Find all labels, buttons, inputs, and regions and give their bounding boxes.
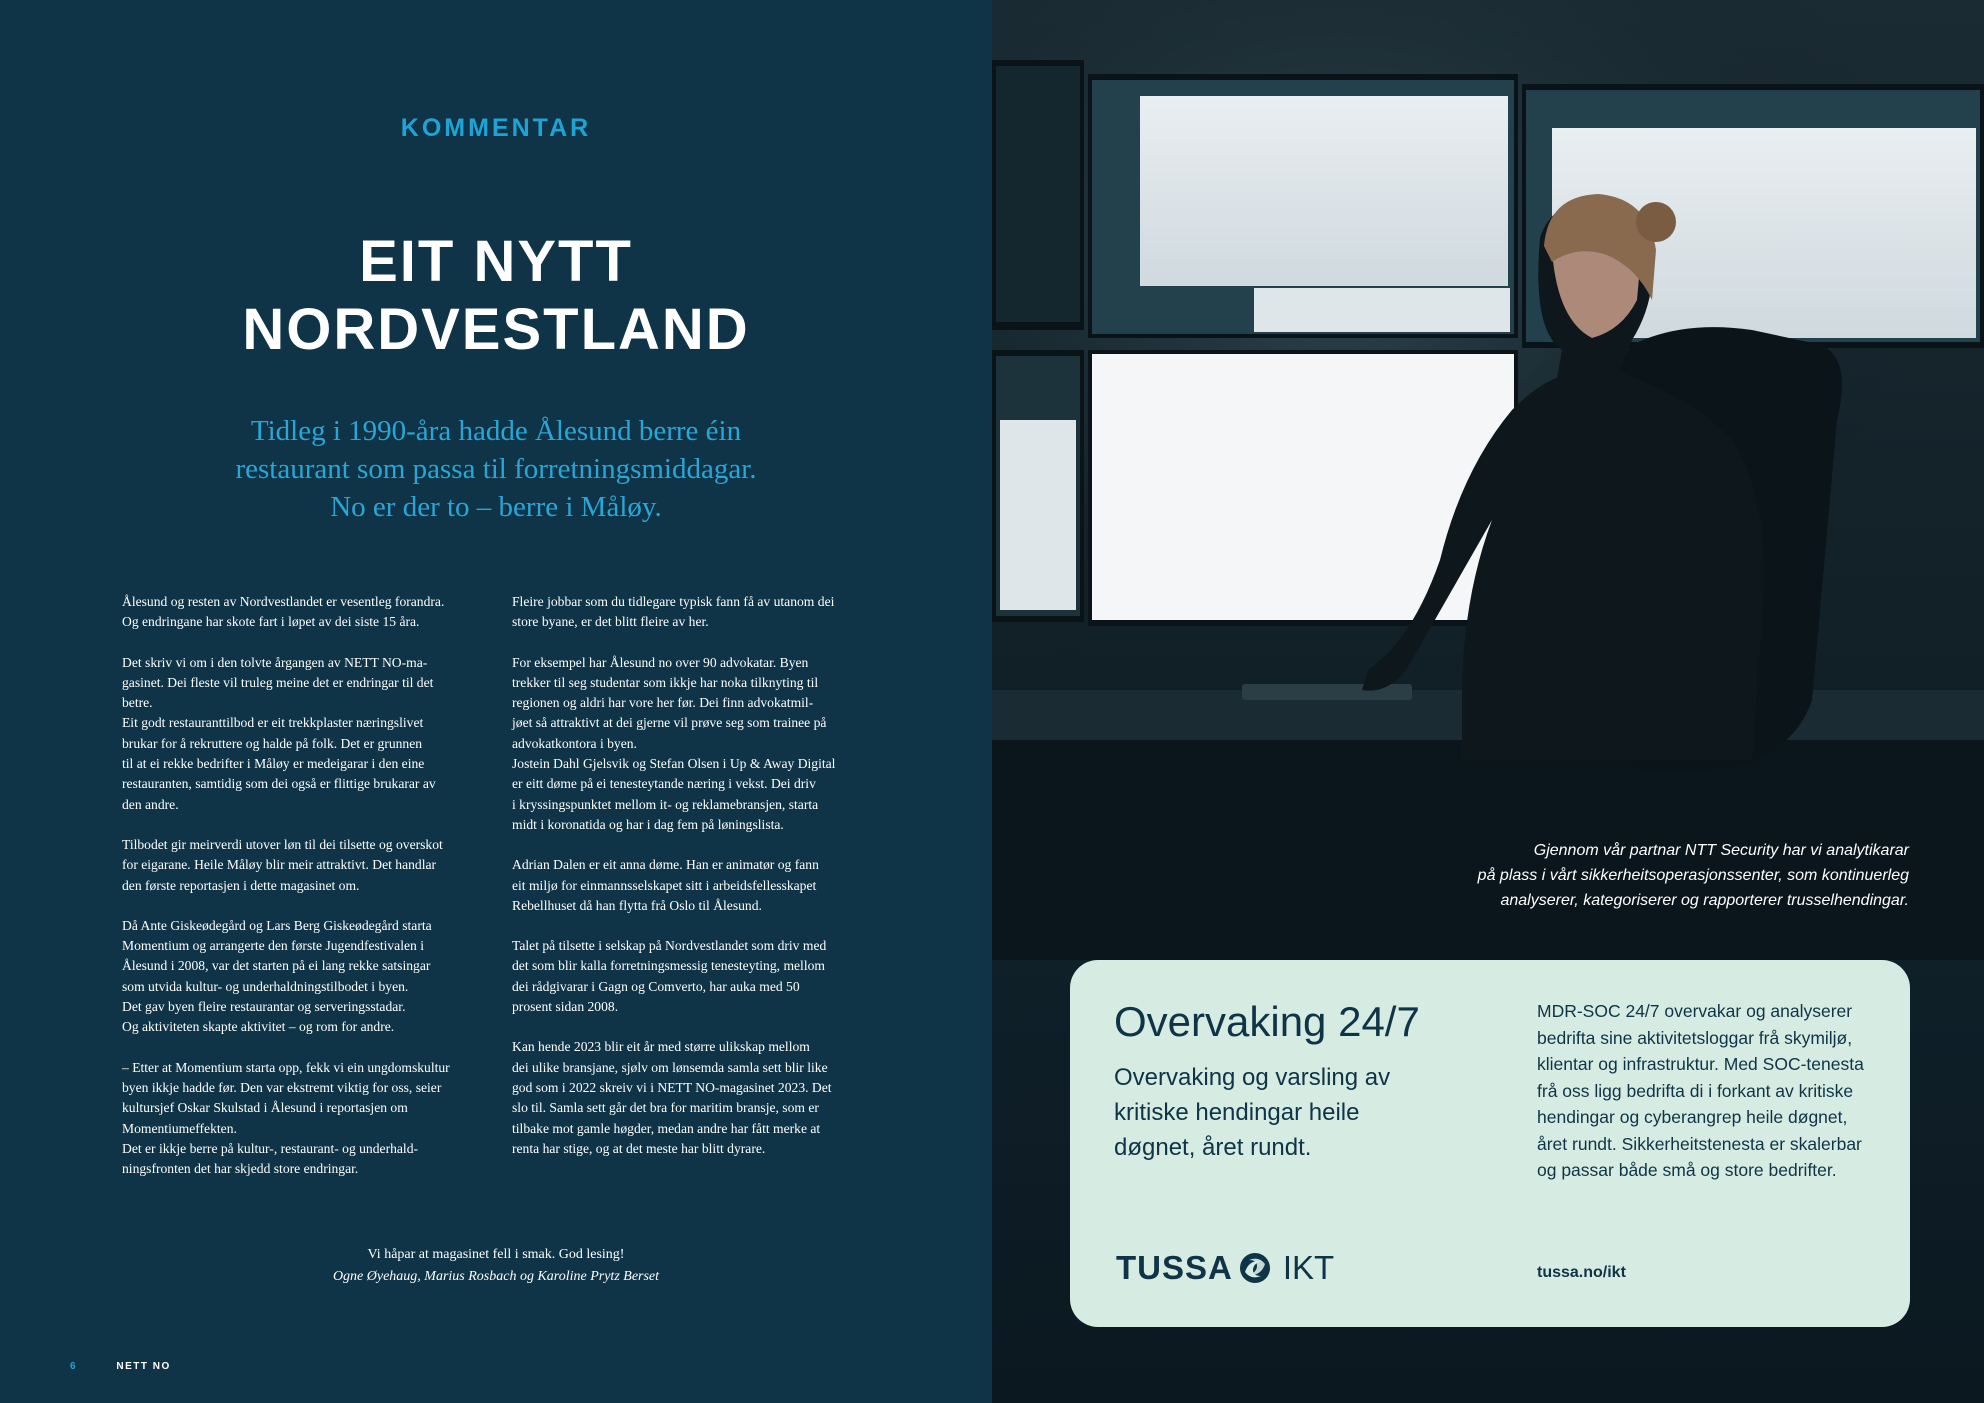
page-folio xyxy=(70,1361,171,1372)
paragraph-line: advokatkontora i byen. xyxy=(512,735,637,751)
paragraph-line: Det gav byen fleire restaurantar og serveringsstadar. xyxy=(122,999,406,1015)
tussa-swirl-icon xyxy=(1239,1252,1271,1284)
ad-body-line: MDR-SOC 24/7 overvakar og analyserer xyxy=(1537,1001,1853,1021)
paragraph-line: den andre. xyxy=(122,796,179,812)
headline-line: EIT NYTT xyxy=(359,229,633,294)
paragraph-line: Ålesund i 2008, var det starten på ei lang rekke satsingar xyxy=(122,958,431,974)
ad-title: Overvaking 24/7 xyxy=(1114,998,1420,1045)
paragraph-line: den første reportasjen i dette magasinet om. xyxy=(122,877,360,893)
article-paragraph xyxy=(122,653,476,815)
paragraph-line: slo til. Samla sett går det bra for maritim bransje, som er xyxy=(512,1100,819,1116)
paragraph-line: Adrian Dalen er eit anna døme. Han er animatør og fann xyxy=(512,857,819,873)
article-paragraph xyxy=(512,936,866,1017)
photo-caption xyxy=(1269,838,1909,913)
paragraph-line: For eksempel har Ålesund no over 90 advokatar. Byen xyxy=(512,654,809,670)
paragraph-line: midt i koronatida og har i dag fem på løningslista. xyxy=(512,816,784,832)
lead-line: restaurant som passa til forretningsmiddagar. xyxy=(235,453,757,485)
paragraph-line: Eit godt restauranttilbod er eit trekkplaster næringslivet xyxy=(122,715,424,731)
paragraph-line: Tilbodet gir meirverdi utover løn til dei tilsette og overskot xyxy=(122,836,443,852)
lead-line: Tidleg i 1990-åra hadde Ålesund berre éin xyxy=(250,415,742,447)
article-column-1 xyxy=(122,592,476,1199)
paragraph-line: tilbake mot gamle høgder, medan andre har fått merke at xyxy=(512,1120,821,1136)
tussa-ikt-ad-panel xyxy=(1070,960,1910,1327)
paragraph-line: betre. xyxy=(122,695,153,711)
article-column-2 xyxy=(512,592,866,1179)
paragraph-line: Fleire jobbar som du tidlegare typisk fann få av utanom dei xyxy=(512,594,835,609)
ad-body xyxy=(1537,998,1877,1184)
caption-line: på plass i vårt sikkerheitsoperasjonssenter, som kontinuerleg xyxy=(1477,867,1909,884)
paragraph-line: regionen og aldri har vore her før. Dei finn advokatmil- xyxy=(512,695,814,711)
paragraph-line: store byane, er det blitt fleire av her. xyxy=(512,614,709,630)
magazine-name: NETT NO xyxy=(116,1361,171,1372)
paragraph-line: Då Ante Giskeødegård og Lars Berg Giskeødegård starta xyxy=(122,917,432,933)
paragraph-line: prosent sidan 2008. xyxy=(512,999,619,1015)
paragraph-line: ningsfronten det har skjedd store endringar. xyxy=(122,1161,359,1177)
article-paragraph xyxy=(122,916,476,1038)
ad-url: tussa.no/ikt xyxy=(1537,1264,1626,1281)
page-number: 6 xyxy=(70,1361,76,1372)
article-paragraph xyxy=(512,653,866,836)
logo-word-ikt: IKT xyxy=(1282,1249,1335,1286)
paragraph-line: – Etter at Momentium starta opp, fekk vi ein ungdomskultur xyxy=(122,1059,450,1075)
soc-operator-photo xyxy=(992,0,1984,960)
ad-body-line: og passar både små og store bedrifter. xyxy=(1537,1160,1837,1180)
paragraph-line: Talet på tilsette i selskap på Nordvestlandet som driv med xyxy=(512,938,827,954)
paragraph-line: byen ikkje hadde før. Den var ekstremt viktig for oss, seier xyxy=(122,1079,442,1095)
paragraph-line: til at ei rekke bedrifter i Måløy er medeigarar i den eine xyxy=(122,756,425,772)
section-kicker: KOMMENTAR xyxy=(400,114,592,142)
logo-word-tussa: TUSSA xyxy=(1116,1249,1233,1286)
paragraph-line: dei rådgivarar i Gagn og Comverto, har auka med 50 xyxy=(512,978,800,994)
headline-line: NORDVESTLAND xyxy=(242,297,750,362)
tussa-ikt-logo xyxy=(1116,1250,1334,1286)
paragraph-line: jøet så attraktivt at dei gjerne vil prøve seg som trainee på xyxy=(512,715,827,731)
ad-subtitle xyxy=(1114,1060,1474,1165)
article-lead xyxy=(150,412,842,526)
paragraph-line: restauranten, samtidig som dei også er flittige brukarar av xyxy=(122,776,436,792)
ad-subtitle-line: døgnet, året rundt. xyxy=(1114,1134,1312,1161)
paragraph-line: trekker til seg studentar som ikkje har noka tilknyting til xyxy=(512,674,819,690)
ad-body-line: frå oss ligg bedrifta di i forkant av kritiske xyxy=(1537,1080,1854,1101)
article-paragraph xyxy=(122,592,476,633)
lead-line: No er der to – berre i Måløy. xyxy=(330,491,662,523)
paragraph-line: Kan hende 2023 blir eit år med større ulikskap mellom xyxy=(512,1039,810,1055)
article-headline xyxy=(0,228,992,364)
article-paragraph xyxy=(512,592,866,633)
paragraph-line: Det er ikkje berre på kultur-, restaurant- og underhald- xyxy=(122,1140,419,1156)
paragraph-line: er eitt døme på ei tenesteytande næring i vekst. Dei driv xyxy=(512,776,816,792)
paragraph-line: Momentium og arrangerte den første Jugendfestivalen i xyxy=(122,938,424,954)
paragraph-line: dei ulike bransjane, sjølv om lønsemda samla sett blir like xyxy=(512,1059,828,1075)
paragraph-line: i kryssingspunktet mellom it- og reklamebransjen, starta xyxy=(512,796,819,812)
paragraph-line: brukar for å rekruttere og halde på folk. Det er grunnen xyxy=(122,735,423,751)
paragraph-line: kultursjef Oskar Skulstad i Ålesund i reportasjen om xyxy=(122,1100,408,1116)
paragraph-line: Ålesund og resten av Nordvestlandet er vesentleg forandra. xyxy=(122,594,445,609)
paragraph-line: Momentiumeffekten. xyxy=(122,1120,237,1136)
paragraph-line: det som blir kalla forretningsmessig tenesteyting, mellom xyxy=(512,958,825,974)
article-signoff xyxy=(200,1244,792,1288)
ad-subtitle-line: Overvaking og varsling av xyxy=(1114,1064,1391,1091)
paragraph-line: for eigarane. Heile Måløy blir meir attraktivt. Det handlar xyxy=(122,857,437,873)
paragraph-line: renta har stige, og at det meste har blitt dyrare. xyxy=(512,1140,766,1156)
article-paragraph xyxy=(512,1037,866,1159)
paragraph-line: som utvida kultur- og underhaldningstilbodet i byen. xyxy=(122,978,409,994)
paragraph-line: eit miljø for einmannsselskapet sitt i arbeidsfellesskapet xyxy=(512,877,817,893)
paragraph-line: Og endringane har skote fart i løpet av dei siste 15 åra. xyxy=(122,614,420,630)
signoff-text: Vi håpar at magasinet fell i smak. God lesing! xyxy=(367,1247,625,1262)
paragraph-line: god som i 2022 skreiv vi i NETT NO-magasinet 2023. Det xyxy=(512,1079,832,1095)
ad-body-line: hendingar og cyberangrep heile døgnet, xyxy=(1537,1107,1848,1127)
ad-body-line: bedrifta sine aktivitetsloggar frå skymiljø, xyxy=(1537,1027,1853,1048)
ad-body-line: året rundt. Sikkerheitstenesta er skalerbar xyxy=(1537,1133,1862,1154)
paragraph-line: Rebellhuset då han flytta frå Oslo til Ålesund. xyxy=(512,897,762,913)
paragraph-line: gasinet. Dei fleste vil truleg meine det er endringar til det xyxy=(122,674,434,690)
ad-subtitle-line: kritiske hendingar heile xyxy=(1114,1099,1360,1126)
caption-line: Gjennom vår partnar NTT Security har vi analytikarar xyxy=(1533,842,1909,859)
article-paragraph xyxy=(122,1058,476,1180)
paragraph-line: Og aktiviteten skapte aktivitet – og rom for andre. xyxy=(122,1019,395,1035)
paragraph-line: Det skriv vi om i den tolvte årgangen av NETT NO-ma- xyxy=(122,654,428,670)
caption-line: analyserer, kategoriserer og rapporterer trusselhendingar. xyxy=(1500,892,1909,909)
signoff-authors: Ogne Øyehaug, Marius Rosbach og Karoline Prytz Berset xyxy=(332,1269,660,1284)
advert-page xyxy=(992,0,1984,1403)
ad-body-line: klientar og infrastruktur. Med SOC-tenesta xyxy=(1537,1054,1864,1074)
paragraph-line: Jostein Dahl Gjelsvik og Stefan Olsen i Up & Away Digital xyxy=(512,756,836,772)
article-paragraph xyxy=(512,855,866,916)
article-paragraph xyxy=(122,835,476,896)
